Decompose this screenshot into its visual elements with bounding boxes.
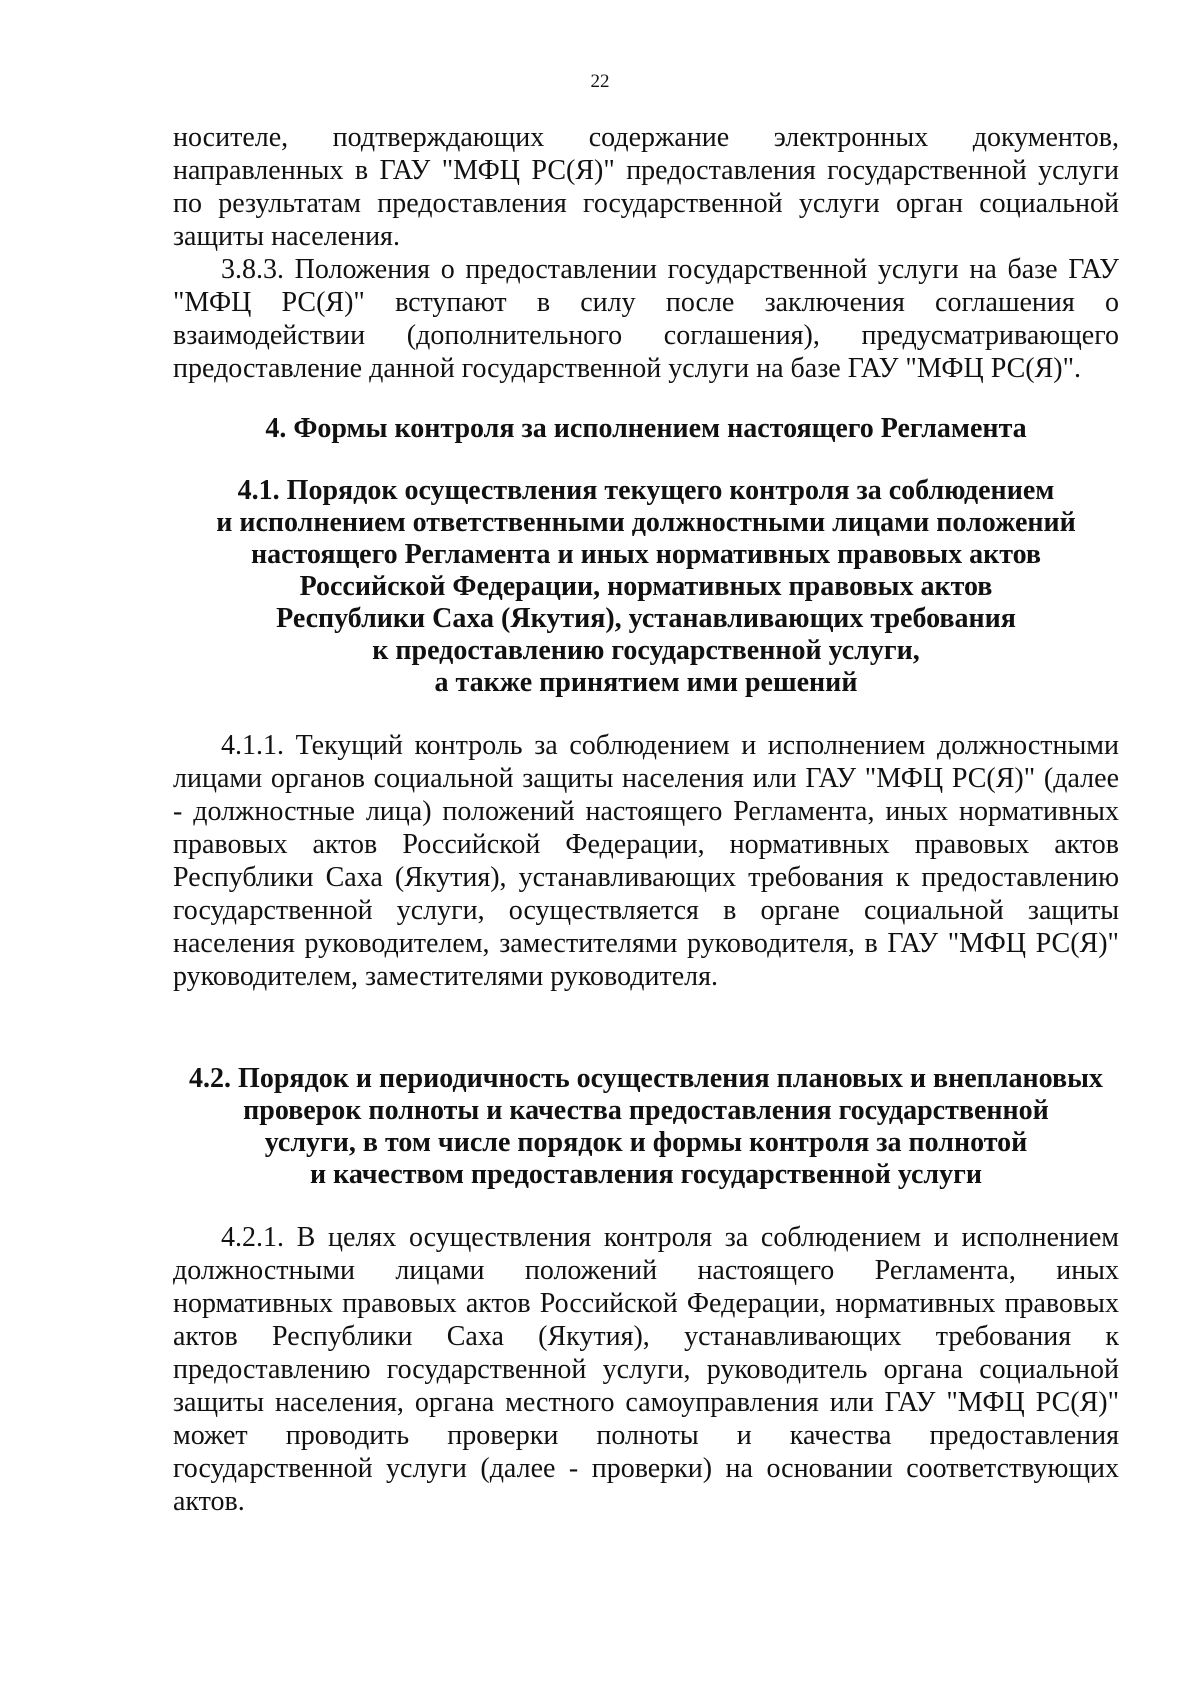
paragraph-3-8-3: 3.8.3. Положения о предоставлении государственной услуги на базе ГАУ "МФЦ РС(Я)" вступают в силу после заключения соглашения о взаимодействии (дополнительного соглашения), предусматривающего предоставление данной государственной услуги на базе ГАУ "МФЦ РС(Я)".	[173, 254, 1119, 384]
document-body	[173, 121, 1119, 1518]
heading-line: и исполнением ответственными должностными лицами положений	[216, 507, 1076, 538]
heading-line: к предоставлению государственной услуги,	[372, 635, 920, 666]
heading-line: 4.2. Порядок и периодичность осуществления плановых и внеплановых	[189, 1063, 1103, 1094]
heading-line: Российской Федерации, нормативных правовых актов	[299, 571, 993, 602]
heading-section-4-1	[173, 475, 1119, 699]
paragraph-continuation: носителе, подтверждающих содержание электронных документов, направленных в ГАУ "МФЦ РС(Я)" предоставления государственной услуги по результатам предоставления государственной услуги орган социальной защиты населения.	[173, 122, 1119, 252]
heading-line: и качеством предоставления государственной услуги	[310, 1159, 982, 1190]
heading-line: настоящего Регламента и иных нормативных правовых актов	[250, 539, 1042, 570]
heading-line: Республики Саха (Якутия), устанавливающих требования	[276, 603, 1016, 634]
heading-line: проверок полноты и качества предоставления государственной	[243, 1095, 1049, 1126]
paragraph-4-1-1: 4.1.1. Текущий контроль за соблюдением и исполнением должностными лицами органов социальной защиты населения или ГАУ "МФЦ РС(Я)" (далее - должностные лица) положений настоящего Регламента, иных нормативных правовых актов Российской Федерации, нормативных правовых актов Республики Саха (Якутия), устанавливающих требования к предоставлению государственной услуги, осуществляется в органе социальной защиты населения руководителем, заместителями руководителя, в ГАУ "МФЦ РС(Я)" руководителем, заместителями руководителя.	[173, 730, 1119, 992]
paragraph-4-2-1: 4.2.1. В целях осуществления контроля за соблюдением и исполнением должностными лицами положений настоящего Регламента, иных нормативных правовых актов Российской Федерации, нормативных правовых актов Республики Саха (Якутия), устанавливающих требования к предоставлению государственной услуги, руководитель органа социальной защиты населения, органа местного самоуправления или ГАУ "МФЦ РС(Я)" может проводить проверки полноты и качества предоставления государственной услуги (далее - проверки) на основании соответствующих актов.	[173, 1222, 1119, 1517]
heading-section-4: 4. Формы контроля за исполнением настоящего Регламента	[265, 413, 1027, 444]
page-number: 22	[590, 71, 610, 92]
heading-line: услуги, в том числе порядок и формы контроля за полнотой	[264, 1127, 1028, 1158]
heading-section-4-2	[173, 1063, 1119, 1191]
heading-line: а также принятием ими решений	[434, 667, 858, 698]
heading-line: 4.1. Порядок осуществления текущего контроля за соблюдением	[237, 475, 1055, 506]
